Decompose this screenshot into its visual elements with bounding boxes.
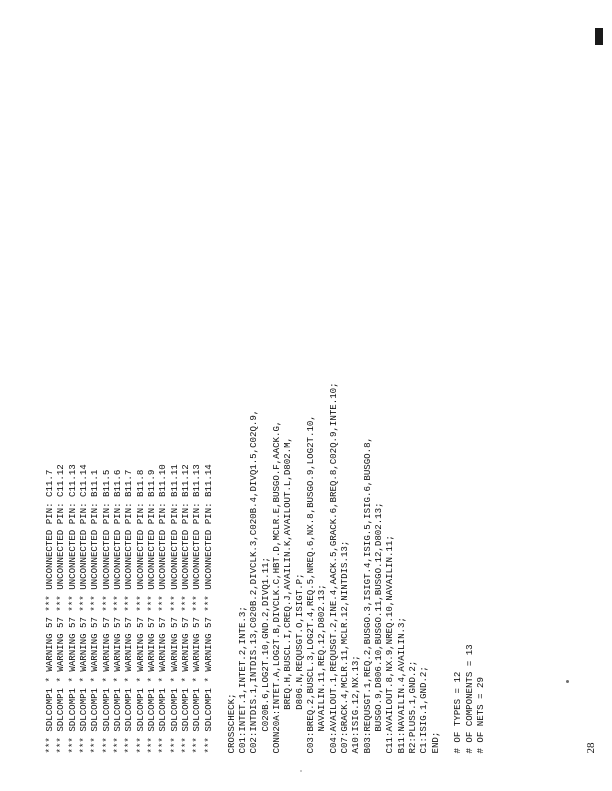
listing-line: BUSGO.9,D806.10,BUSGO.11,BUSGO.12,D802.13;	[372, 501, 384, 753]
listing-line: CONN20A:INTET.A,LOG2T.B,DIVCLK.C,HBT.D,MCLR.E,BUSGO.F,AACK.G,	[270, 420, 282, 753]
listing-line: D806.N,REQUSGT.O,ISIGT.P;	[293, 572, 305, 753]
listing-line: END;	[429, 731, 441, 753]
listing-line: C02:INTDIS.1,INTDIS.13,C020B.2,DIVCLK.3,C020B.4,DIVQ1.5,C02Q.9,	[248, 409, 260, 753]
listing-line: *** SDLCOMP1 * WARNING 57 *** UNCONNECTED PIN: C11.13	[66, 463, 78, 753]
listing-line: C07:GRACK.4,MCLR.11,MCLR.12,NINTDIS.13;	[338, 540, 350, 753]
listing-blank-line	[441, 382, 452, 753]
listing-line: # OF TYPES = 12	[452, 671, 464, 753]
listing-line: *** SDLCOMP1 * WARNING 57 *** UNCONNECTED PIN: B11.13	[191, 463, 203, 753]
listing-line: # OF NETS = 29	[475, 676, 487, 753]
listing-line: C1:ISIG.1,GND.2;	[418, 665, 430, 753]
listing-line: R2:PLUS5.1,GND.2;	[407, 660, 418, 753]
listing-line: NAVAILIN.11,REQ.12,D802.13;	[316, 583, 328, 753]
listing-line: BREQ.H,BUSCL.I,CREQ.J,AVAILIN.K,AVAILOUT.L,D802.M,	[282, 436, 294, 753]
listing-line: B11:NAVAILIN.4,AVAILIN.3;	[395, 616, 407, 753]
listing-line: C04:AVAILOUT.1,REQUSGT.2,INE.4,AACK.5,GRACK.6,BREQ.8,C02Q.9,INTE.10;	[327, 381, 339, 753]
page-number: 28	[585, 742, 597, 753]
listing-line: C11:AVAILOUT.8,NX.9,NREQ.10,NAVAILIN.11;	[384, 534, 396, 753]
listing-line: *** SDLCOMP1 * WARNING 57 *** UNCONNECTED PIN: B11.12	[180, 463, 192, 753]
listing-line: B03:REQUSGT.1,REQ.2,BUSGO.3,ISIGT.4,ISIG.5,ISIG.6,BUSGO.8,	[361, 436, 373, 753]
listing-line: *** SDLCOMP1 * WARNING 57 *** UNCONNECTED PIN: C11.14	[78, 463, 90, 753]
listing-line: C01:INTET.1,INTET.2,INTE.3;	[236, 605, 248, 753]
listing-line: *** SDLCOMP1 * WARNING 57 *** UNCONNECTED PIN: B11.5	[100, 469, 112, 753]
listing-line: *** SDLCOMP1 * WARNING 57 *** UNCONNECTED PIN: B11.11	[168, 463, 180, 753]
listing-line: *** SDLCOMP1 * WARNING 57 *** UNCONNECTED PIN: B11.8	[134, 469, 146, 753]
listing-line: *** SDLCOMP1 * WARNING 57 *** UNCONNECTED PIN: C11.7	[44, 469, 55, 753]
listing-line: *** SDLCOMP1 * WARNING 57 *** UNCONNECTED PIN: B11.9	[146, 469, 158, 753]
listing-blank-line	[214, 382, 225, 753]
listing-line: *** SDLCOMP1 * WARNING 57 *** UNCONNECTED PIN: B11.7	[123, 469, 135, 753]
listing-line: # OF COMPONENTS = 13	[463, 643, 475, 753]
listing-line: *** SDLCOMP1 * WARNING 57 *** UNCONNECTED PIN: B11.10	[157, 463, 169, 753]
listing-line: *** SDLCOMP1 * WARNING 57 *** UNCONNECTED PIN: C11.12	[55, 463, 67, 753]
listing-line: C03:BREQ.2,BUSCL.3,LOG2T.4,REQ.5,NREQ.6,NX.8,BUSGO.9,LOG2T.10,	[304, 414, 316, 753]
listing-line: CROSSCHECK;	[225, 692, 237, 753]
compiler-listing	[44, 382, 486, 753]
listing-line: *** SDLCOMP1 * WARNING 57 *** UNCONNECTED PIN: B11.14	[202, 463, 214, 753]
listing-line: *** SDLCOMP1 * WARNING 57 *** UNCONNECTED PIN: B11.1	[89, 469, 101, 753]
listing-line: *** SDLCOMP1 * WARNING 57 *** UNCONNECTED PIN: B11.6	[112, 469, 124, 753]
listing-line: A10:ISIG.12,NX.13;	[350, 654, 362, 753]
listing-line: C020B.6,LOG2T.10,GND.2,DIVQ1.11;	[259, 556, 271, 753]
